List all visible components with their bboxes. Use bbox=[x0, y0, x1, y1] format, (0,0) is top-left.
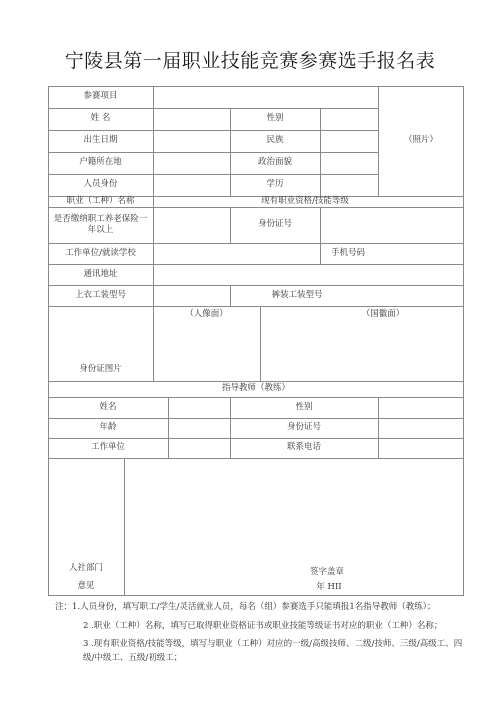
note-3: 3 .现有职业资格/技能等级，填写与职业（工种）对应的一级/高级技师、二级/技师、三级/高级工、四 级/中级工、五级/初级工； bbox=[83, 639, 463, 663]
coach-name-label: 姓名 bbox=[99, 401, 117, 412]
id-image-label: 身份证图片 bbox=[79, 364, 122, 375]
household-label: 户籍所在地 bbox=[79, 157, 122, 168]
education-label: 学历 bbox=[266, 179, 284, 190]
top-size-label: 上衣工装型号 bbox=[74, 289, 126, 300]
pension-label: 是否缴纳职工养老保险一年以上 bbox=[53, 213, 148, 235]
coach-phone-label: 联系电话 bbox=[286, 442, 321, 453]
emblem-side-label: （国徽面） bbox=[361, 309, 405, 320]
id-number-label: 身份证号 bbox=[257, 219, 292, 230]
seal-label: 签字盖章 bbox=[309, 567, 344, 578]
political-label: 政治面貌 bbox=[257, 157, 292, 168]
address-label: 通讯地址 bbox=[83, 268, 118, 279]
pants-size-label: 裤装工装型号 bbox=[271, 289, 323, 300]
photo-placeholder: （照片） bbox=[403, 135, 438, 146]
note-1: 注：1.人员身份，填写职工/学生/灵活就业人员，每名（组）参赛选手只能填报1名指导教师（教练）； bbox=[55, 602, 436, 612]
portrait-side-label: （人像面） bbox=[185, 309, 228, 320]
gender-label: 性别 bbox=[266, 113, 284, 124]
form-title: 宁陵县第一届职业技能竞赛参赛选手报名表 bbox=[64, 50, 436, 72]
ethnicity-label: 民族 bbox=[266, 135, 284, 146]
birth-label: 出生日期 bbox=[83, 135, 118, 146]
note-2: 2 .职业（工种）名称，填写已取得职业资格证书或职业技能等级证书对应的职业（工种）名称； bbox=[83, 620, 443, 631]
hr-dept-label: 人社部门 bbox=[68, 563, 103, 574]
coach-section-title: 指导教师（教练） bbox=[221, 383, 290, 394]
occupation-label: 职业（工种）名称 bbox=[66, 195, 135, 206]
coach-workplace-label: 工作单位 bbox=[90, 442, 125, 453]
name-label: 姓 名 bbox=[90, 113, 111, 124]
coach-gender-label: 性别 bbox=[295, 401, 313, 412]
identity-label: 人员身份 bbox=[83, 179, 118, 190]
registration-form bbox=[48, 86, 464, 596]
date-label: 年 HII bbox=[316, 582, 342, 593]
opinion-label: 意见 bbox=[77, 581, 95, 592]
project-label: 参赛项目 bbox=[83, 91, 118, 102]
coach-id-label: 身份证号 bbox=[286, 422, 321, 433]
notes bbox=[55, 601, 475, 670]
coach-age-label: 年龄 bbox=[99, 422, 117, 433]
qualification-label: 现有职业资格/技能等级 bbox=[261, 195, 349, 206]
workplace-label: 工作单位/就读学校 bbox=[65, 247, 136, 258]
phone-label: 手机号码 bbox=[330, 247, 365, 258]
